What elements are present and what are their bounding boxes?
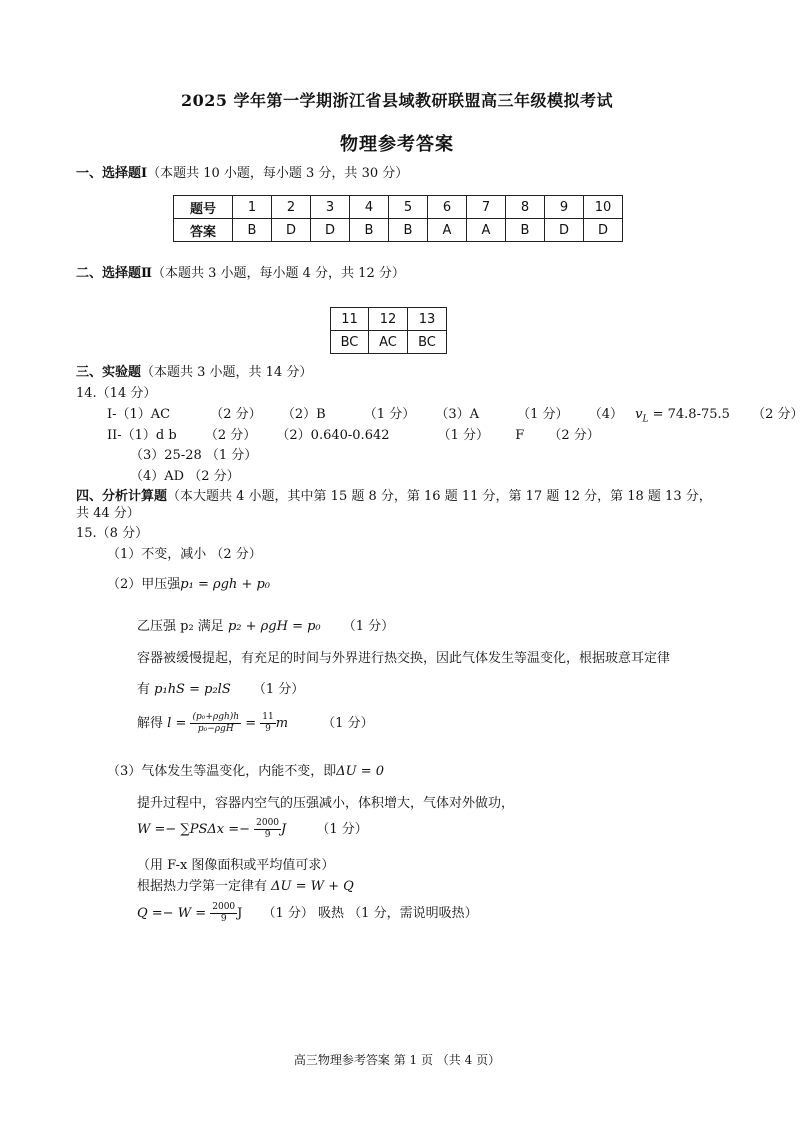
fraction-denominator: 9: [264, 830, 271, 840]
fraction: [254, 818, 281, 841]
answer-part: I-（1）AC: [107, 407, 171, 422]
table-cell: 9: [545, 196, 584, 219]
fraction-denominator: 9: [265, 724, 271, 734]
answer-prefix: （2）甲压强: [107, 577, 181, 592]
section2-heading-line: [76, 262, 405, 281]
table-cell: 4: [350, 196, 389, 219]
answer-14-II-line: [107, 424, 600, 443]
answer-part: （2）0.640-0.642: [276, 428, 390, 443]
fraction: [210, 902, 237, 925]
answer-15-3f-line: [137, 902, 478, 925]
section1-answer-table: [173, 195, 623, 242]
table-row-answers: [174, 219, 623, 242]
score: （1 分）: [252, 682, 305, 697]
formula-lhs: W =− ∑PSΔx =−: [137, 822, 250, 837]
answer-prefix: 根据热力学第一定律有: [137, 879, 268, 894]
row-label-number: 题号: [174, 196, 233, 219]
section4-note-continued: 共 44 分）: [76, 506, 140, 521]
table-cell: B: [389, 219, 428, 242]
fraction-numerator: 11: [262, 712, 274, 722]
row-label-answer: 答案: [174, 219, 233, 242]
answer-15-3d: （用 F-x 图像面积或平均值可求）: [137, 858, 335, 873]
table-row-numbers: [331, 308, 447, 331]
answer-part: （4）: [588, 407, 623, 422]
score: （1 分）: [322, 716, 374, 731]
velocity-subscript: L: [642, 414, 649, 425]
table-cell: BC: [408, 331, 447, 354]
section1-heading: 一、选择题Ⅰ: [76, 166, 148, 181]
table-cell: 8: [506, 196, 545, 219]
table-cell: 3: [311, 196, 350, 219]
table-cell: 10: [584, 196, 623, 219]
unit: J: [281, 822, 287, 837]
table-cell: 2: [272, 196, 311, 219]
table-cell: B: [233, 219, 272, 242]
formula: ΔU = W + Q: [271, 879, 354, 894]
table-cell: D: [272, 219, 311, 242]
fraction: [190, 712, 241, 735]
equals: =: [245, 716, 257, 731]
question-15-label: 15.（8 分）: [76, 526, 149, 541]
table-cell: D: [311, 219, 350, 242]
answer-key-title: 物理参考答案: [340, 134, 454, 155]
table-cell: A: [467, 219, 506, 242]
velocity-value: = 74.8-75.5: [648, 407, 730, 422]
answer-15-3c-line: [137, 818, 368, 841]
formula-lhs: l =: [167, 716, 187, 731]
score: （2 分）: [752, 407, 803, 422]
table-cell: 11: [331, 308, 369, 331]
section4-heading-line: [76, 485, 712, 504]
table-row-answers: [331, 331, 447, 354]
answer-15-2b-line: [137, 615, 394, 634]
answer-prefix: （3）气体发生等温变化，内能不变，即: [107, 764, 337, 779]
table-cell: 7: [467, 196, 506, 219]
formula: p₁hS = p₂lS: [154, 682, 231, 697]
section3-note: （本题共 3 小题，共 14 分）: [141, 365, 313, 380]
answer-14-II-4: （4）AD （2 分）: [130, 469, 240, 484]
fraction-numerator: (p₀+ρgh)h: [192, 712, 240, 722]
score: （1 分）: [316, 822, 368, 837]
answer-part: （2）B: [281, 407, 326, 422]
table-cell: B: [506, 219, 545, 242]
answer-prefix: 有: [137, 682, 151, 697]
table-row-numbers: [174, 196, 623, 219]
score: （1 分）: [342, 619, 395, 634]
section2-note: （本题共 3 小题，每小题 4 分，共 12 分）: [151, 266, 405, 281]
score: （2 分）: [210, 407, 262, 422]
section2-answer-table: [330, 307, 447, 354]
table-cell: AC: [369, 331, 408, 354]
fraction-numerator: 2000: [256, 818, 280, 828]
question-14-label: 14.（14 分）: [76, 386, 157, 401]
section2-heading: 二、选择题Ⅱ: [76, 266, 152, 281]
fraction-denominator: 9: [220, 914, 227, 924]
answer-15-1: （1）不变，减小 （2 分）: [107, 547, 262, 562]
answer-15-3e-line: [137, 875, 354, 894]
formula: p₂ + ρgH = p₀: [227, 619, 321, 634]
answer-15-3-line: [107, 760, 384, 779]
answer-part: （3）A: [435, 407, 480, 422]
score: （1 分）: [517, 407, 569, 422]
section4-heading: 四、分析计算题: [76, 489, 168, 504]
table-cell: 6: [428, 196, 467, 219]
table-cell: B: [350, 219, 389, 242]
answer-prefix: 乙压强 p₂ 满足: [137, 619, 224, 634]
answer-14-I-line: [107, 403, 803, 425]
answer-14-II-3: （3）25-28 （1 分）: [130, 448, 258, 463]
answer-15-2e-line: [137, 712, 374, 735]
fraction-numerator: 2000: [212, 902, 236, 912]
answer-15-3b: 提升过程中，容器内空气的压强减小，体积增大，气体对外做功，: [137, 796, 515, 811]
table-cell: 5: [389, 196, 428, 219]
answer-part: II-（1）d b: [107, 428, 177, 443]
score: （2 分）: [204, 428, 257, 443]
answer-15-2-line: [107, 573, 270, 592]
unit: m: [275, 716, 289, 731]
exam-title: 2025 学年第一学期浙江省县域教研联盟高三年级模拟考试: [180, 91, 614, 110]
unit: J: [237, 906, 243, 921]
answer-15-2c: 容器被缓慢提起，有充足的时间与外界进行热交换，因此气体发生等温变化，根据玻意耳定律: [137, 651, 671, 666]
section1-heading-line: [76, 162, 408, 181]
answer-prefix: 解得: [137, 716, 164, 731]
score: （1 分）: [437, 428, 490, 443]
velocity-symbol: v: [635, 407, 643, 422]
formula: ΔU = 0: [336, 764, 385, 779]
table-cell: 13: [408, 308, 447, 331]
score: （1 分）: [363, 407, 416, 422]
fraction-denominator: p₀−ρgH: [197, 724, 234, 734]
section4-note: （本大题共 4 小题，其中第 15 题 8 分，第 16 题 11 分，第 17 题 12 分，第 18 题 13 分，: [167, 489, 712, 504]
section3-heading: 三、实验题: [76, 365, 142, 380]
formula-lhs: Q =− W =: [137, 906, 207, 921]
fraction: [260, 712, 275, 735]
score: （2 分）: [548, 428, 600, 443]
answer-part: F: [515, 428, 525, 443]
table-cell: D: [545, 219, 584, 242]
table-cell: 1: [233, 196, 272, 219]
formula: p₁ = ρgh + p₀: [180, 577, 270, 592]
section1-note: （本题共 10 小题，每小题 3 分，共 30 分）: [147, 166, 409, 181]
table-cell: BC: [331, 331, 369, 354]
page-footer: 高三物理参考答案 第 1 页 （共 4 页）: [293, 1053, 501, 1067]
score: （1 分） 吸热 （1 分，需说明吸热）: [262, 906, 478, 921]
table-cell: A: [428, 219, 467, 242]
table-cell: 12: [369, 308, 408, 331]
table-cell: D: [584, 219, 623, 242]
section3-heading-line: [76, 361, 312, 380]
answer-15-2d-line: [137, 678, 304, 697]
